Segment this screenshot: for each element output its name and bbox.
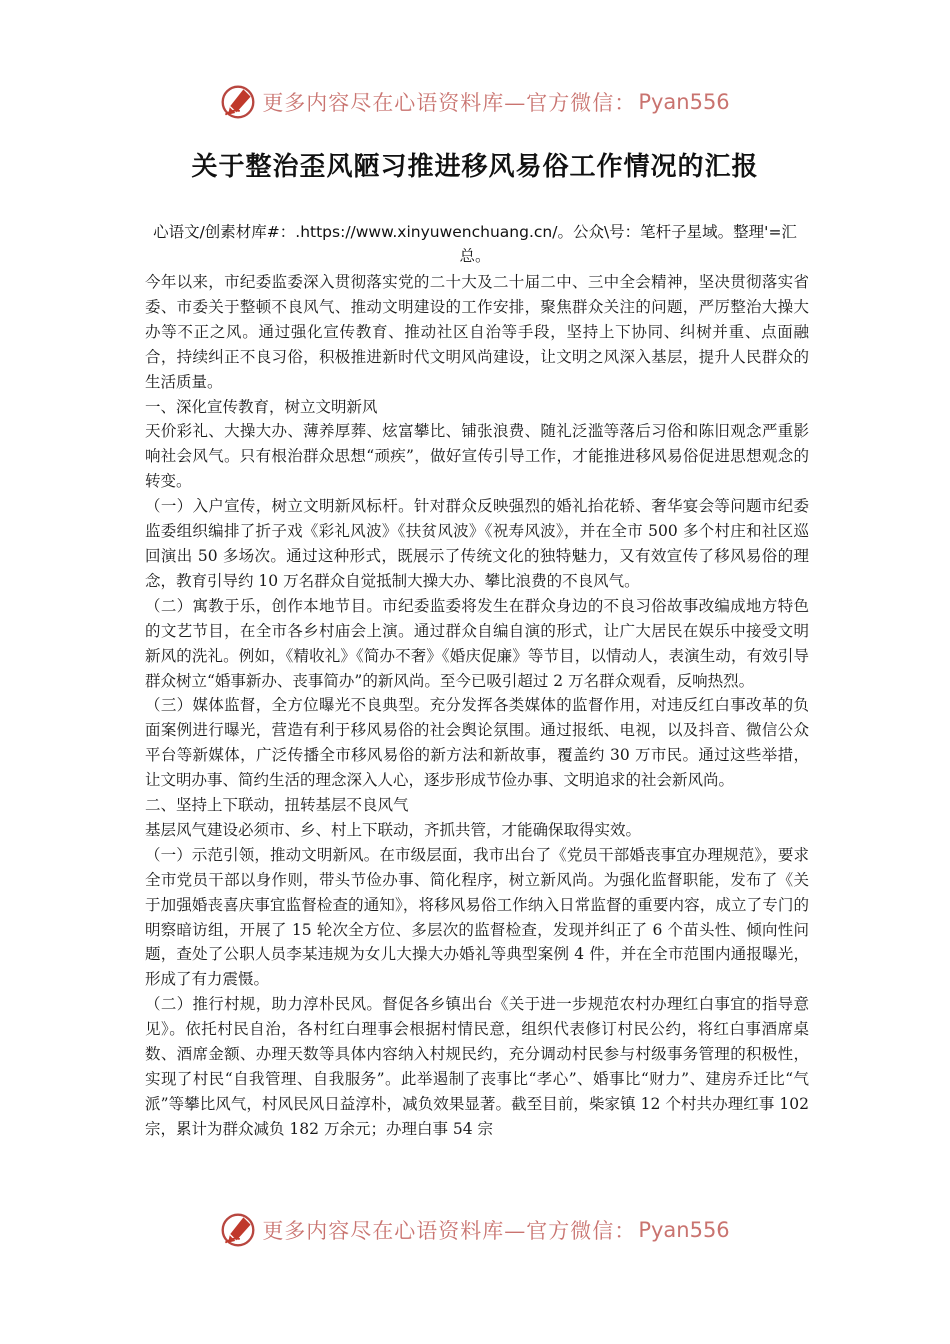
banner-wechat-id: Pyan556 <box>638 1218 730 1242</box>
intro-paragraph: 今年以来，市纪委监委深入贯彻落实党的二十大及二十届二中、三中全会精神，坚决贯彻落实省委、市委关于整顿不良风气、推动文明建设的工作安排，聚焦群众关注的问题，严厉整治大操大办等不正之风。通过强化宣传教育、推动社区自治等手段，坚持上下协同、纠树并重、点面融合，持续纠正不良习俗，积极推进新时代文明风尚建设，让文明之风深入基层，提升人民群众的生活质量。 <box>145 273 809 391</box>
source-line: 心语文/创素材库#：.https://www.xinyuwenchuang.cn/。公众\号：笔杆子星域。整理'=汇总。 <box>153 223 797 265</box>
body-paragraph: （二）寓教于乐，创作本地节目。市纪委监委将发生在群众身边的不良习俗故事改编成地方特色的文艺节目，在全市各乡村庙会上演。通过群众自编自演的形式，让广大居民在娱乐中接受文明新风的洗礼。例如，《精收礼》《简办不奢》《婚庆促廉》等节目，以情动人，表演生动，有效引导群众树立“婚事新办、丧事简办”的新风尚。至今已吸引超过 2 万名群众观看，反响热烈。 <box>145 596 809 690</box>
banner-text: 更多内容尽在心语资料库—官方微信： <box>262 1219 637 1243</box>
section-heading-1: 一、深化宣传教育，树立文明新风 <box>145 397 378 416</box>
pen-logo-icon <box>220 84 256 120</box>
body-paragraph: （二）推行村规，助力淳朴民风。督促各乡镇出台《关于进一步规范农村办理红白事宜的指导意见》。依托村民自治，各村红白理事会根据村情民意，组织代表修订村民公约，将红白事酒席桌数、酒席金额、办理天数等具体内容纳入村规民约，充分调动村民参与村级事务管理的积极性，实现了村民“自我管理、自我服务”。此举遏制了丧事比“孝心”、婚事比“财力”、建房乔迁比“气派”等攀比风气，村风民风日益淳朴，减负效果显著。截至目前，柴家镇 12 个村共办理红事 102 宗，累计为群众减负 182 万余元；办理白事 54 宗 <box>145 995 809 1138</box>
body-paragraph: （三）媒体监督，全方位曝光不良典型。充分发挥各类媒体的监督作用，对违反红白事改革的负面案例进行曝光，营造有利于移风易俗的社会舆论氛围。通过报纸、电视，以及抖音、微信公众平台等新媒体，广泛传播全市移风易俗的新方法和新故事，覆盖约 30 万市民。通过这些举措，让文明办事、简约生活的理念深入人心，逐步形成节俭办事、文明追求的社会新风尚。 <box>145 696 809 790</box>
footer-banner <box>0 1210 950 1250</box>
banner-wechat-id: Pyan556 <box>638 90 730 114</box>
body-paragraph: 天价彩礼、大操大办、薄养厚葬、炫富攀比、铺张浪费、随礼泛滥等落后习俗和陈旧观念严重影响社会风气。只有根治群众思想“顽疾”，做好宣传引导工作，才能推进移风易俗促进思想观念的转变。 <box>145 422 809 491</box>
pen-logo-icon <box>220 1212 256 1248</box>
header-banner <box>0 82 950 122</box>
document-title: 关于整治歪风陋习推进移风易俗工作情况的汇报 <box>191 152 759 182</box>
body-paragraph: （一）入户宣传，树立文明新风标杆。针对群众反映强烈的婚礼抬花轿、奢华宴会等问题市纪委监委组织编排了折子戏《彩礼风波》《扶贫风波》《祝寿风波》，并在全市 500 多个村庄和社区巡回演出 50 多场次。通过这种形式，既展示了传统文化的独特魅力，又有效宣传了移风易俗的理念，教育引导约 10 万名群众自觉抵制大操大办、攀比浪费的不良风气。 <box>145 497 809 590</box>
body-paragraph: （一）示范引领，推动文明新风。在市级层面，我市出台了《党员干部婚丧事宜办理规范》，要求全市党员干部以身作则，带头节俭办事、简化程序，树立新风尚。为强化监督职能，发布了《关于加强婚丧喜庆事宜监督检查的通知》，将移风易俗工作纳入日常监督的重要内容，成立了专门的明察暗访组，开展了 15 轮次全方位、多层次的监督检查，发现并纠正了 6 个苗头性、倾向性问题，查处了公职人员李某违规为女儿大操大办婚礼等典型案例 4 件，并在全市范围内通报曝光，形成了有力震慑。 <box>145 845 809 989</box>
document-body <box>145 270 809 1142</box>
body-paragraph: 基层风气建设必须市、乡、村上下联动，齐抓共管，才能确保取得实效。 <box>145 820 642 839</box>
banner-text: 更多内容尽在心语资料库—官方微信： <box>262 91 637 115</box>
section-heading-2: 二、坚持上下联动，扭转基层不良风气 <box>145 796 409 815</box>
